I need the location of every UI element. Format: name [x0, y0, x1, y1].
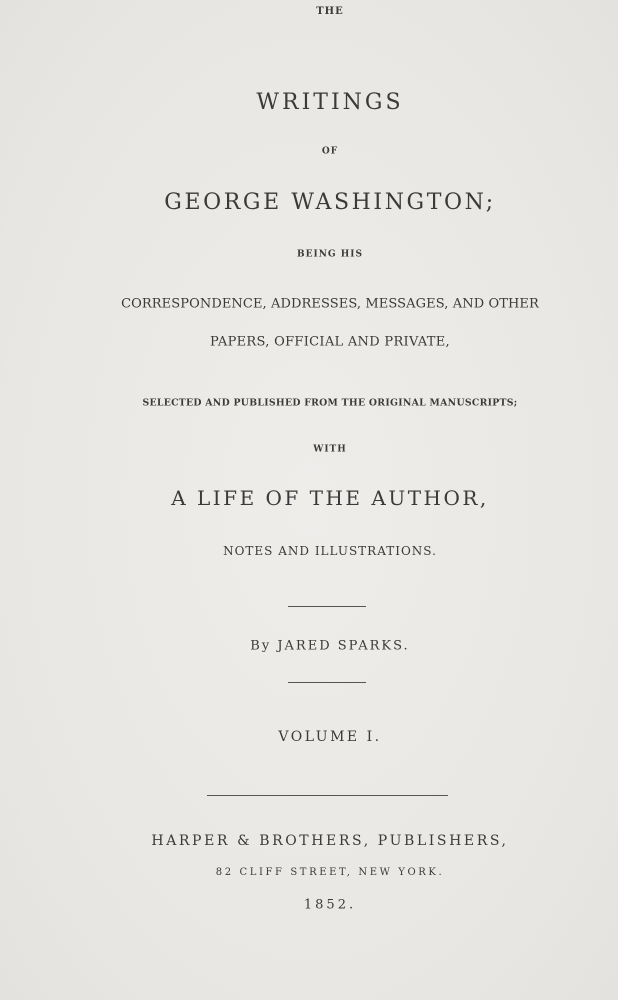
- the-label: THE: [316, 6, 344, 17]
- divider-rule: [207, 795, 448, 796]
- of-label: OF: [321, 146, 339, 157]
- divider-rule: [288, 682, 366, 683]
- volume-line: VOLUME I.: [278, 729, 382, 745]
- notes-line: NOTES AND ILLUSTRATIONS.: [223, 544, 437, 558]
- with-label: WITH: [313, 444, 347, 455]
- divider-rule: [288, 606, 366, 607]
- title-writings: WRITINGS: [256, 90, 404, 115]
- publisher-line: HARPER & BROTHERS, PUBLISHERS,: [151, 833, 509, 849]
- author-line: By JARED SPARKS.: [250, 638, 410, 654]
- contents-line-1: CORRESPONDENCE, ADDRESSES, MESSAGES, AND OTHER: [121, 296, 539, 312]
- life-line: A LIFE OF THE AUTHOR,: [171, 486, 489, 510]
- address-line: 82 CLIFF STREET, NEW YORK.: [215, 867, 445, 878]
- selected-line: SELECTED AND PUBLISHED FROM THE ORIGINAL MANUSCRIPTS;: [142, 397, 518, 409]
- year-line: 1852.: [303, 897, 357, 913]
- title-subject: GEORGE WASHINGTON;: [164, 190, 496, 215]
- contents-line-2: PAPERS, OFFICIAL AND PRIVATE,: [210, 334, 450, 350]
- being-his-label: BEING HIS: [297, 249, 363, 260]
